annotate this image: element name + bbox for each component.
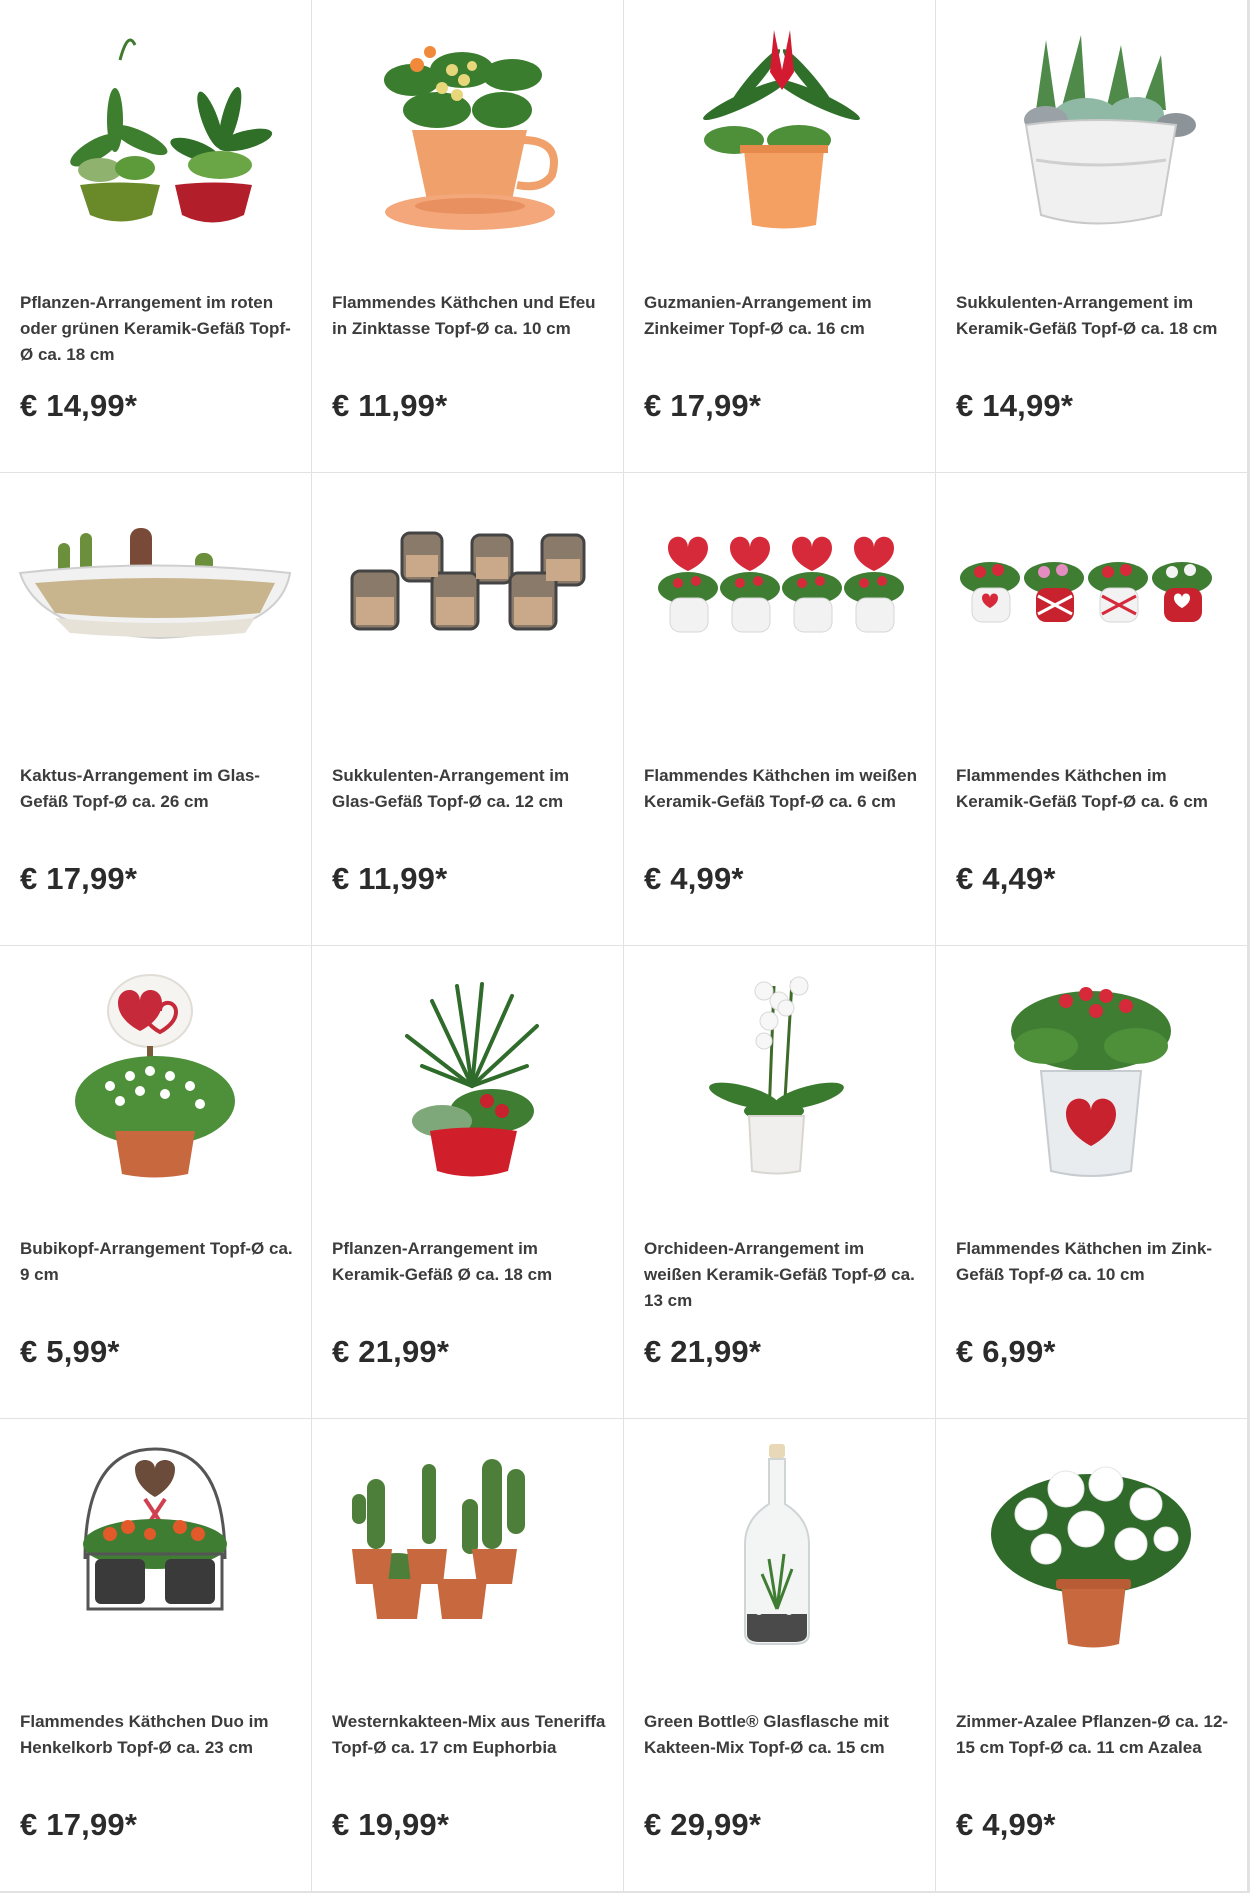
glass-bottle-icon[interactable]	[624, 1419, 935, 1689]
product-tile[interactable]	[312, 946, 623, 1418]
zinc-heart-pot-icon[interactable]	[936, 946, 1247, 1216]
product-price: € 17,99*	[644, 388, 762, 423]
orchid-pot-icon[interactable]	[624, 946, 935, 1216]
product-price: € 17,99*	[20, 861, 138, 896]
product-price: € 4,49*	[956, 861, 1056, 896]
plant-cup-icon[interactable]	[312, 0, 623, 270]
product-tile[interactable]	[312, 1419, 623, 1891]
heart-pots-white-icon[interactable]	[624, 473, 935, 743]
product-price: € 4,99*	[956, 1807, 1056, 1842]
product-price: € 6,99*	[956, 1334, 1056, 1369]
product-tile[interactable]	[624, 1419, 935, 1891]
product-tile[interactable]	[312, 0, 623, 472]
product-title[interactable]: Green Bottle® Glasflasche mit Kakteen-Mix Topf-Ø ca. 15 cm	[644, 1712, 889, 1757]
product-tile[interactable]	[624, 473, 935, 945]
succulent-bowl-icon[interactable]	[936, 0, 1247, 270]
bromeliad-bucket-icon[interactable]	[624, 0, 935, 270]
product-tile[interactable]	[936, 1419, 1247, 1891]
succulent-jars-icon[interactable]	[312, 473, 623, 743]
product-price: € 11,99*	[332, 861, 448, 896]
product-price: € 5,99*	[20, 1334, 120, 1369]
product-title[interactable]: Flammendes Käthchen und Efeu in Zinktasse Topf-Ø ca. 10 cm	[332, 293, 596, 338]
product-price: € 14,99*	[956, 388, 1074, 423]
product-tile[interactable]	[0, 473, 311, 945]
heart-sign-plant-icon[interactable]	[0, 946, 311, 1216]
product-title[interactable]: Orchideen-Arrangement im weißen Keramik-Gefäß Topf-Ø ca. 13 cm	[644, 1239, 915, 1310]
cactus-mix-icon[interactable]	[312, 1419, 623, 1689]
product-tile[interactable]	[936, 473, 1247, 945]
wire-basket-icon[interactable]	[0, 1419, 311, 1689]
cactus-glass-bowl-icon[interactable]	[0, 473, 311, 743]
product-title[interactable]: Sukkulenten-Arrangement im Keramik-Gefäß Topf-Ø ca. 18 cm	[956, 293, 1218, 338]
product-title[interactable]: Flammendes Käthchen im weißen Keramik-Gefäß Topf-Ø ca. 6 cm	[644, 766, 918, 811]
product-title[interactable]: Guzmanien-Arrangement im Zinkeimer Topf-Ø ca. 16 cm	[644, 293, 872, 338]
product-price: € 17,99*	[20, 1807, 138, 1842]
product-title[interactable]: Zimmer-Azalee Pflanzen-Ø ca. 12-15 cm Topf-Ø ca. 11 cm Azalea	[956, 1712, 1229, 1757]
product-price: € 4,99*	[644, 861, 744, 896]
product-price: € 29,99*	[644, 1807, 762, 1842]
azalea-pot-icon[interactable]	[936, 1419, 1247, 1689]
product-title[interactable]: Sukkulenten-Arrangement im Glas-Gefäß Topf-Ø ca. 12 cm	[332, 766, 570, 811]
product-tile[interactable]	[0, 1419, 311, 1891]
product-title[interactable]: Flammendes Käthchen im Keramik-Gefäß Topf-Ø ca. 6 cm	[956, 766, 1208, 811]
product-tile[interactable]	[312, 473, 623, 945]
product-title[interactable]: Bubikopf-Arrangement Topf-Ø ca. 9 cm	[20, 1239, 293, 1284]
product-tile[interactable]	[0, 946, 311, 1418]
plant-duo-icon[interactable]	[0, 0, 311, 270]
dracaena-red-bowl-icon[interactable]	[312, 946, 623, 1216]
product-title[interactable]: Pflanzen-Arrangement im Keramik-Gefäß Ø ca. 18 cm	[332, 1239, 553, 1284]
product-title[interactable]: Kaktus-Arrangement im Glas-Gefäß Topf-Ø ca. 26 cm	[20, 766, 260, 811]
product-price: € 14,99*	[20, 388, 138, 423]
product-price: € 11,99*	[332, 388, 448, 423]
product-tile[interactable]	[0, 0, 311, 472]
product-price: € 21,99*	[332, 1334, 450, 1369]
product-tile[interactable]	[624, 0, 935, 472]
product-title[interactable]: Flammendes Käthchen Duo im Henkelkorb Topf-Ø ca. 23 cm	[20, 1712, 269, 1757]
product-tile[interactable]	[936, 0, 1247, 472]
product-price: € 19,99*	[332, 1807, 450, 1842]
product-title[interactable]: Flammendes Käthchen im Zink-Gefäß Topf-Ø ca. 10 cm	[956, 1239, 1212, 1284]
product-title[interactable]: Pflanzen-Arrangement im roten oder grünen Keramik-Gefäß Topf-Ø ca. 18 cm	[20, 293, 291, 364]
product-price: € 21,99*	[644, 1334, 762, 1369]
product-tile[interactable]	[624, 946, 935, 1418]
product-title[interactable]: Westernkakteen-Mix aus Teneriffa Topf-Ø ca. 17 cm Euphorbia	[332, 1712, 606, 1757]
heart-pots-red-icon[interactable]	[936, 473, 1247, 743]
product-tile[interactable]	[936, 946, 1247, 1418]
